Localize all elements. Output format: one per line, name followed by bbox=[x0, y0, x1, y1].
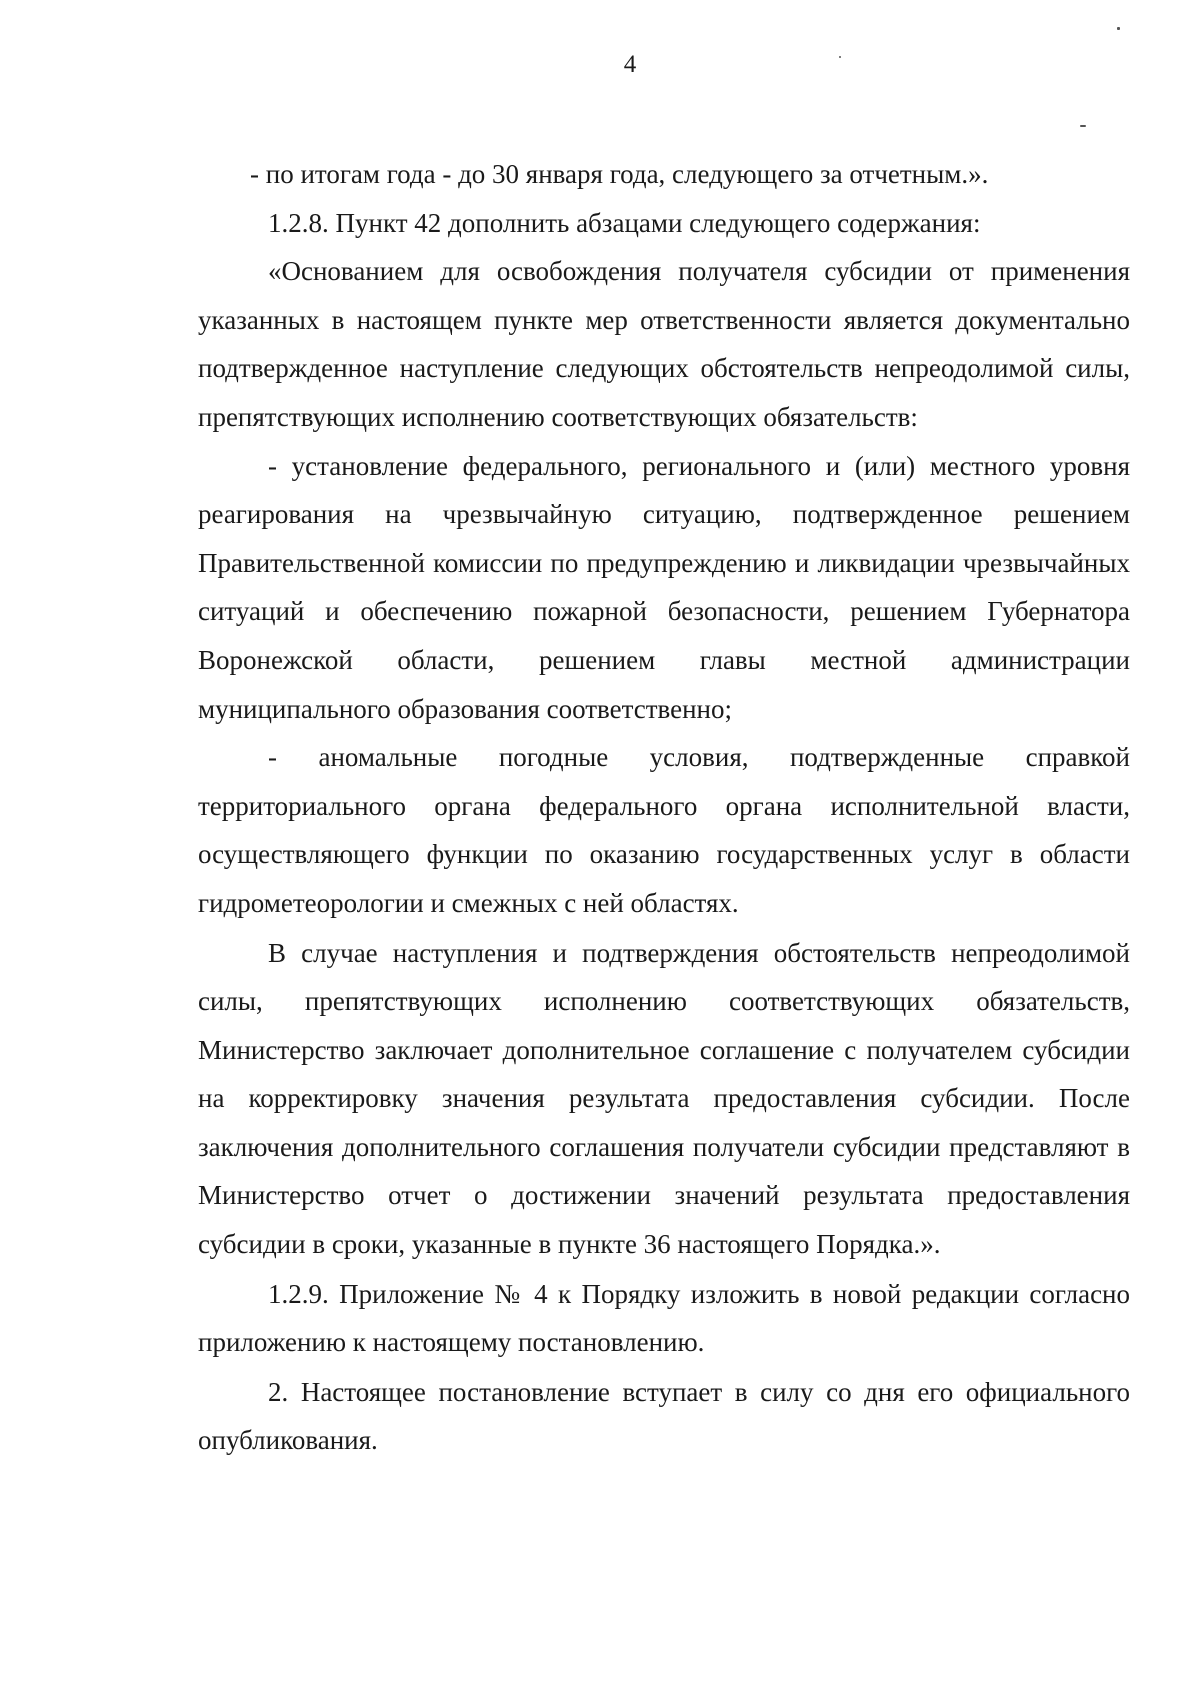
paragraph-emergency-response: - установление федерального, регионального и (или) местного уровня реагирования на чрезвычайную ситуацию, подтвержденное решением Правительственной комиссии по предупреждению и ликвидации чрезвычайных ситуаций и обеспечению пожарной безопасности, решением Губернатора Воронежской области, решением главы местной администрации муниципального образования соответственно; bbox=[198, 450, 1130, 724]
scan-speck bbox=[1117, 27, 1120, 30]
paragraph-additional-agreement: В случае наступления и подтверждения обстоятельств непреодолимой силы, препятствующих исполнению соответствующих обязательств, Министерство заключает дополнительное соглашение с получателем субсидии на корректировку значения результата предоставления субсидии. После заключения дополнительного соглашения получатели субсидии представляют в Министерство отчет о достижении значений результата предоставления субсидии в сроки, указанные в пункте 36 настоящего Порядка.». bbox=[198, 937, 1130, 1260]
scan-speck bbox=[839, 56, 841, 58]
paragraph-reporting-deadline: - по итогам года - до 30 января года, следующего за отчетным.». bbox=[250, 159, 989, 189]
document-body bbox=[198, 150, 1130, 1465]
page-number: 4 bbox=[623, 51, 637, 78]
scan-speck bbox=[1080, 125, 1086, 127]
paragraph-weather-conditions: - аномальные погодные условия, подтвержденные справкой территориального органа федерального органа исполнительной власти, осуществляющего функции по оказанию государственных услуг в области гидрометеорологии и смежных с ней областях. bbox=[198, 742, 1130, 918]
paragraph-item-1-2-8: 1.2.8. Пункт 42 дополнить абзацами следующего содержания: bbox=[268, 207, 981, 238]
paragraph-item-1-2-9: 1.2.9. Приложение № 4 к Порядку изложить в новой редакции согласно приложению к настоящему постановлению. bbox=[198, 1278, 1130, 1358]
paragraph-effective-date: 2. Настоящее постановление вступает в силу со дня его официального опубликования. bbox=[198, 1376, 1130, 1456]
paragraph-force-majeure-basis: «Основанием для освобождения получателя субсидии от применения указанных в настоящем пункте мер ответственности является документально подтвержденное наступление следующих обстоятельств непреодолимой силы, препятствующих исполнению соответствующих обязательств: bbox=[198, 256, 1130, 432]
